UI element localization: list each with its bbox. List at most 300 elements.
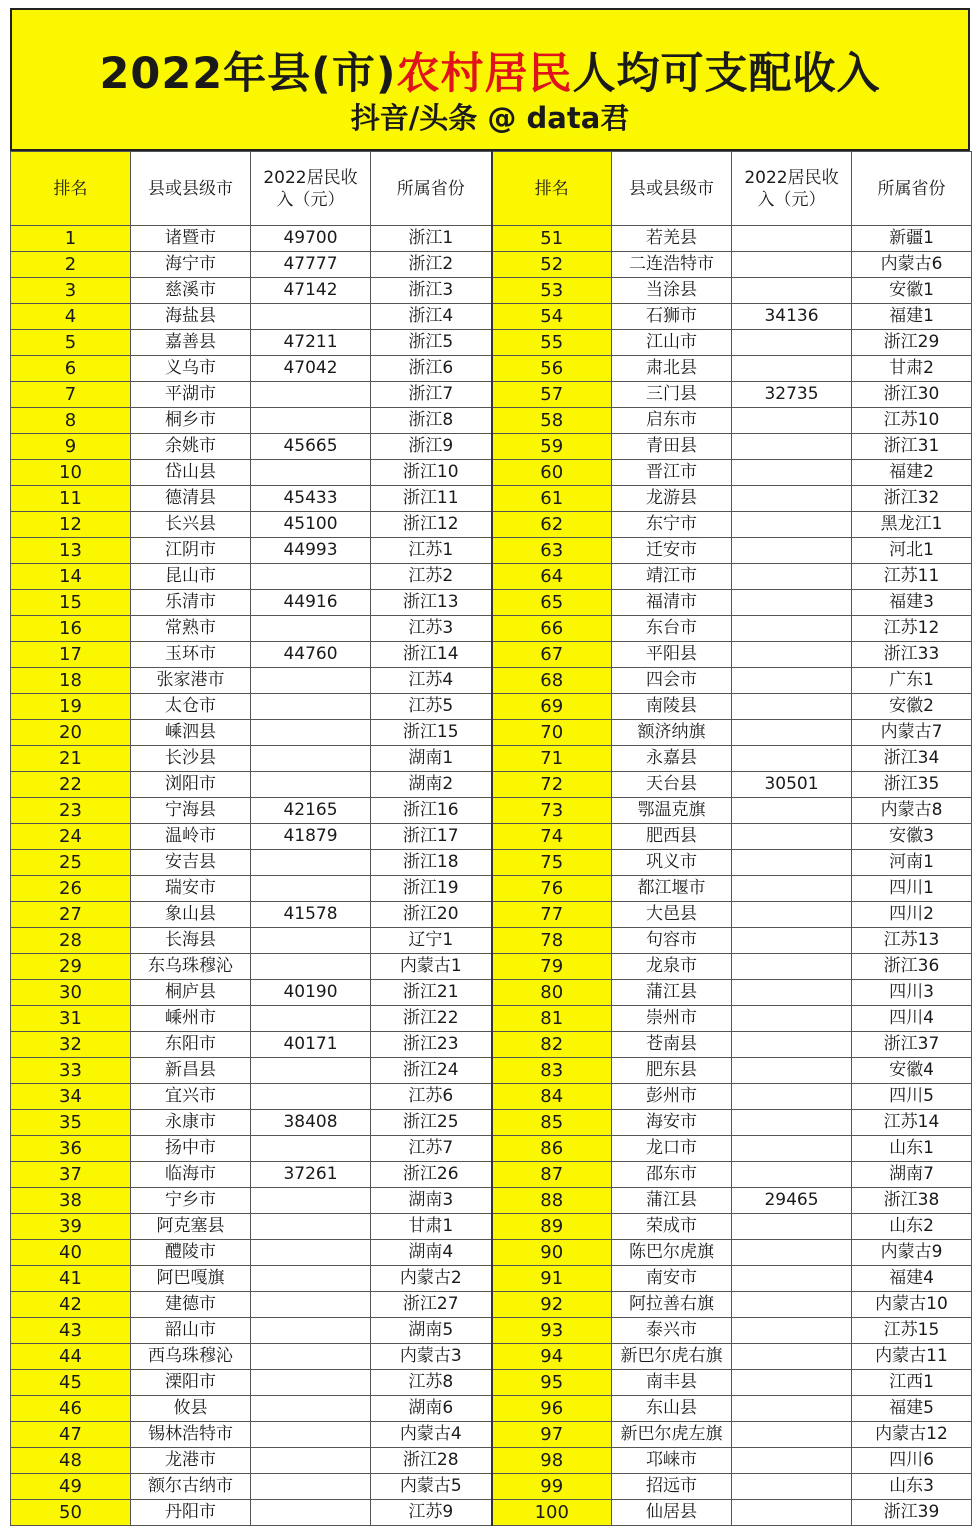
income-cell: 37261: [251, 1162, 371, 1188]
income-cell: 32735: [732, 382, 852, 408]
table-row: [11, 1344, 972, 1370]
county-cell: 东山县: [612, 1396, 732, 1422]
province-cell: 浙江28: [371, 1448, 492, 1474]
province-cell: 甘肃1: [371, 1214, 492, 1240]
province-cell: 浙江17: [371, 824, 492, 850]
province-cell: 浙江39: [852, 1500, 972, 1526]
county-cell: 海宁市: [131, 252, 251, 278]
income-cell: [732, 1266, 852, 1292]
income-cell: [732, 1422, 852, 1448]
rank-cell: 75: [492, 850, 612, 876]
county-cell: 天台县: [612, 772, 732, 798]
table-row: [11, 1396, 972, 1422]
rank-cell: 35: [11, 1110, 131, 1136]
rank-cell: 13: [11, 538, 131, 564]
county-cell: 仙居县: [612, 1500, 732, 1526]
table-body: [11, 226, 972, 1526]
income-cell: [732, 1214, 852, 1240]
county-cell: 温岭市: [131, 824, 251, 850]
rank-cell: 81: [492, 1006, 612, 1032]
province-cell: 浙江38: [852, 1188, 972, 1214]
province-cell: 黑龙江1: [852, 512, 972, 538]
table-row: [11, 408, 972, 434]
province-cell: 浙江14: [371, 642, 492, 668]
province-cell: 江苏5: [371, 694, 492, 720]
province-cell: 四川3: [852, 980, 972, 1006]
income-cell: [251, 1448, 371, 1474]
income-cell: [732, 564, 852, 590]
income-cell: 30501: [732, 772, 852, 798]
income-cell: [732, 1240, 852, 1266]
income-cell: [251, 694, 371, 720]
province-cell: 浙江29: [852, 330, 972, 356]
rank-cell: 28: [11, 928, 131, 954]
income-cell: [732, 512, 852, 538]
col-header-income: 2022居民收入（元）: [251, 152, 371, 226]
rank-cell: 76: [492, 876, 612, 902]
income-cell: [732, 876, 852, 902]
income-cell: 44916: [251, 590, 371, 616]
county-cell: 巩义市: [612, 850, 732, 876]
province-cell: 浙江18: [371, 850, 492, 876]
province-cell: 内蒙古10: [852, 1292, 972, 1318]
income-cell: [732, 850, 852, 876]
rank-cell: 82: [492, 1032, 612, 1058]
table-row: [11, 590, 972, 616]
province-cell: 四川1: [852, 876, 972, 902]
county-cell: 新巴尔虎左旗: [612, 1422, 732, 1448]
county-cell: 邛崃市: [612, 1448, 732, 1474]
table-header: [11, 152, 972, 226]
income-cell: [251, 1500, 371, 1526]
rank-cell: 20: [11, 720, 131, 746]
income-cell: [732, 642, 852, 668]
province-cell: 浙江19: [371, 876, 492, 902]
rank-cell: 23: [11, 798, 131, 824]
rank-cell: 99: [492, 1474, 612, 1500]
table-row: [11, 1292, 972, 1318]
income-cell: [732, 1474, 852, 1500]
province-cell: 浙江34: [852, 746, 972, 772]
rank-cell: 48: [11, 1448, 131, 1474]
province-cell: 内蒙古1: [371, 954, 492, 980]
page-title: [12, 40, 968, 101]
rank-cell: 71: [492, 746, 612, 772]
county-cell: 宜兴市: [131, 1084, 251, 1110]
income-cell: [732, 1396, 852, 1422]
rank-cell: 85: [492, 1110, 612, 1136]
income-cell: 47777: [251, 252, 371, 278]
income-cell: 45100: [251, 512, 371, 538]
income-cell: [732, 668, 852, 694]
county-cell: 锡林浩特市: [131, 1422, 251, 1448]
col-header-province: 所属省份: [852, 152, 972, 226]
province-cell: 浙江36: [852, 954, 972, 980]
county-cell: 南陵县: [612, 694, 732, 720]
province-cell: 浙江10: [371, 460, 492, 486]
province-cell: 浙江11: [371, 486, 492, 512]
province-cell: 湖南6: [371, 1396, 492, 1422]
province-cell: 内蒙古6: [852, 252, 972, 278]
county-cell: 彭州市: [612, 1084, 732, 1110]
county-cell: 额济纳旗: [612, 720, 732, 746]
province-cell: 浙江33: [852, 642, 972, 668]
income-cell: [732, 434, 852, 460]
county-cell: 建德市: [131, 1292, 251, 1318]
province-cell: 江苏7: [371, 1136, 492, 1162]
rank-cell: 36: [11, 1136, 131, 1162]
county-cell: 青田县: [612, 434, 732, 460]
province-cell: 江苏2: [371, 564, 492, 590]
table-row: [11, 1110, 972, 1136]
rank-cell: 45: [11, 1370, 131, 1396]
table-row: [11, 876, 972, 902]
county-cell: 太仓市: [131, 694, 251, 720]
rank-cell: 94: [492, 1344, 612, 1370]
county-cell: 阿克塞县: [131, 1214, 251, 1240]
rank-cell: 47: [11, 1422, 131, 1448]
rank-cell: 42: [11, 1292, 131, 1318]
rank-cell: 100: [492, 1500, 612, 1526]
table-row: [11, 460, 972, 486]
county-cell: 南丰县: [612, 1370, 732, 1396]
county-cell: 阿巴嘎旗: [131, 1266, 251, 1292]
col-header-income: 2022居民收入（元）: [732, 152, 852, 226]
income-cell: 40190: [251, 980, 371, 1006]
province-cell: 河南1: [852, 850, 972, 876]
income-cell: [732, 1500, 852, 1526]
rank-cell: 78: [492, 928, 612, 954]
table-row: [11, 1084, 972, 1110]
title-prefix: 2022年县(市): [99, 49, 397, 99]
income-cell: [251, 1422, 371, 1448]
county-cell: 龙港市: [131, 1448, 251, 1474]
province-cell: 湖南1: [371, 746, 492, 772]
province-cell: 浙江4: [371, 304, 492, 330]
rank-cell: 43: [11, 1318, 131, 1344]
title-banner: [10, 8, 970, 151]
county-cell: 启东市: [612, 408, 732, 434]
rank-cell: 3: [11, 278, 131, 304]
rank-cell: 61: [492, 486, 612, 512]
province-cell: 四川6: [852, 1448, 972, 1474]
county-cell: 苍南县: [612, 1032, 732, 1058]
province-cell: 福建2: [852, 460, 972, 486]
county-cell: 晋江市: [612, 460, 732, 486]
province-cell: 内蒙古7: [852, 720, 972, 746]
income-cell: 41879: [251, 824, 371, 850]
province-cell: 浙江1: [371, 226, 492, 252]
county-cell: 嵊州市: [131, 1006, 251, 1032]
table-row: [11, 980, 972, 1006]
county-cell: 四会市: [612, 668, 732, 694]
title-suffix: 人均可支配收入: [572, 49, 881, 99]
income-cell: [732, 356, 852, 382]
county-cell: 永康市: [131, 1110, 251, 1136]
table-row: [11, 1370, 972, 1396]
rank-cell: 38: [11, 1188, 131, 1214]
table-row: [11, 642, 972, 668]
county-cell: 邵东市: [612, 1162, 732, 1188]
province-cell: 浙江7: [371, 382, 492, 408]
province-cell: 湖南3: [371, 1188, 492, 1214]
province-cell: 福建1: [852, 304, 972, 330]
county-cell: 丹阳市: [131, 1500, 251, 1526]
rank-cell: 57: [492, 382, 612, 408]
rank-cell: 21: [11, 746, 131, 772]
county-cell: 慈溪市: [131, 278, 251, 304]
rank-cell: 50: [11, 1500, 131, 1526]
rank-cell: 8: [11, 408, 131, 434]
province-cell: 浙江22: [371, 1006, 492, 1032]
county-cell: 靖江市: [612, 564, 732, 590]
county-cell: 东阳市: [131, 1032, 251, 1058]
table-row: [11, 1266, 972, 1292]
table-row: [11, 694, 972, 720]
income-cell: 47042: [251, 356, 371, 382]
table-row: [11, 304, 972, 330]
income-cell: [732, 538, 852, 564]
rank-cell: 93: [492, 1318, 612, 1344]
province-cell: 浙江24: [371, 1058, 492, 1084]
county-cell: 若羌县: [612, 226, 732, 252]
county-cell: 福清市: [612, 590, 732, 616]
rank-cell: 88: [492, 1188, 612, 1214]
table-row: [11, 1318, 972, 1344]
county-cell: 溧阳市: [131, 1370, 251, 1396]
province-cell: 河北1: [852, 538, 972, 564]
income-cell: [732, 1162, 852, 1188]
county-cell: 肥西县: [612, 824, 732, 850]
rank-cell: 26: [11, 876, 131, 902]
income-cell: [251, 564, 371, 590]
rank-cell: 52: [492, 252, 612, 278]
table-row: [11, 902, 972, 928]
province-cell: 广东1: [852, 668, 972, 694]
county-cell: 安吉县: [131, 850, 251, 876]
county-cell: 肃北县: [612, 356, 732, 382]
province-cell: 江苏15: [852, 1318, 972, 1344]
table-row: [11, 1162, 972, 1188]
county-cell: 东宁市: [612, 512, 732, 538]
rank-cell: 58: [492, 408, 612, 434]
income-cell: [732, 824, 852, 850]
province-cell: 浙江15: [371, 720, 492, 746]
province-cell: 四川4: [852, 1006, 972, 1032]
province-cell: 内蒙古9: [852, 1240, 972, 1266]
rank-cell: 97: [492, 1422, 612, 1448]
county-cell: 石狮市: [612, 304, 732, 330]
province-cell: 浙江13: [371, 590, 492, 616]
income-cell: [251, 408, 371, 434]
table-row: [11, 1474, 972, 1500]
income-cell: [251, 1214, 371, 1240]
income-cell: 34136: [732, 304, 852, 330]
rank-cell: 62: [492, 512, 612, 538]
income-cell: [251, 876, 371, 902]
province-cell: 安徽3: [852, 824, 972, 850]
province-cell: 内蒙古11: [852, 1344, 972, 1370]
income-cell: [732, 954, 852, 980]
col-header-county: 县或县级市: [612, 152, 732, 226]
province-cell: 湖南4: [371, 1240, 492, 1266]
table-row: [11, 538, 972, 564]
county-cell: 迁安市: [612, 538, 732, 564]
income-cell: [732, 902, 852, 928]
county-cell: 都江堰市: [612, 876, 732, 902]
income-cell: [251, 1058, 371, 1084]
province-cell: 浙江31: [852, 434, 972, 460]
income-cell: 44993: [251, 538, 371, 564]
income-cell: [251, 1318, 371, 1344]
rank-cell: 63: [492, 538, 612, 564]
income-cell: [732, 928, 852, 954]
rank-cell: 15: [11, 590, 131, 616]
county-cell: 平湖市: [131, 382, 251, 408]
rank-cell: 37: [11, 1162, 131, 1188]
income-cell: [251, 1188, 371, 1214]
rank-cell: 91: [492, 1266, 612, 1292]
county-cell: 招远市: [612, 1474, 732, 1500]
table-row: [11, 356, 972, 382]
rank-cell: 60: [492, 460, 612, 486]
income-cell: [732, 460, 852, 486]
income-cell: [732, 408, 852, 434]
income-cell: 29465: [732, 1188, 852, 1214]
province-cell: 内蒙古4: [371, 1422, 492, 1448]
county-cell: 平阳县: [612, 642, 732, 668]
province-cell: 浙江6: [371, 356, 492, 382]
table-row: [11, 382, 972, 408]
income-cell: [251, 1370, 371, 1396]
county-cell: 象山县: [131, 902, 251, 928]
income-cell: [251, 1292, 371, 1318]
province-cell: 江西1: [852, 1370, 972, 1396]
province-cell: 山东1: [852, 1136, 972, 1162]
county-cell: 二连浩特市: [612, 252, 732, 278]
rank-cell: 44: [11, 1344, 131, 1370]
income-cell: 38408: [251, 1110, 371, 1136]
county-cell: 海安市: [612, 1110, 732, 1136]
page-subtitle: 抖音/头条 @ data君: [350, 101, 630, 135]
table-row: [11, 1422, 972, 1448]
income-cell: [251, 1396, 371, 1422]
income-cell: [251, 1266, 371, 1292]
county-cell: 海盐县: [131, 304, 251, 330]
county-cell: 宁乡市: [131, 1188, 251, 1214]
province-cell: 内蒙古3: [371, 1344, 492, 1370]
income-cell: [251, 772, 371, 798]
income-cell: [251, 304, 371, 330]
table-row: [11, 850, 972, 876]
province-cell: 浙江25: [371, 1110, 492, 1136]
rank-cell: 83: [492, 1058, 612, 1084]
table-row: [11, 954, 972, 980]
rank-cell: 68: [492, 668, 612, 694]
income-cell: 47142: [251, 278, 371, 304]
table-row: [11, 1214, 972, 1240]
income-cell: [732, 590, 852, 616]
county-cell: 南安市: [612, 1266, 732, 1292]
table-row: [11, 616, 972, 642]
income-cell: [732, 1136, 852, 1162]
col-header-province: 所属省份: [371, 152, 492, 226]
province-cell: 山东3: [852, 1474, 972, 1500]
province-cell: 江苏11: [852, 564, 972, 590]
county-cell: 龙口市: [612, 1136, 732, 1162]
province-cell: 浙江26: [371, 1162, 492, 1188]
county-cell: 当涂县: [612, 278, 732, 304]
rank-cell: 32: [11, 1032, 131, 1058]
province-cell: 湖南5: [371, 1318, 492, 1344]
rank-cell: 53: [492, 278, 612, 304]
table-row: [11, 720, 972, 746]
county-cell: 浏阳市: [131, 772, 251, 798]
county-cell: 乐清市: [131, 590, 251, 616]
rank-cell: 56: [492, 356, 612, 382]
table-row: [11, 434, 972, 460]
province-cell: 浙江5: [371, 330, 492, 356]
county-cell: 蒲江县: [612, 980, 732, 1006]
rank-cell: 25: [11, 850, 131, 876]
county-cell: 嘉善县: [131, 330, 251, 356]
county-cell: 崇州市: [612, 1006, 732, 1032]
income-cell: [732, 720, 852, 746]
rank-cell: 9: [11, 434, 131, 460]
county-cell: 肥东县: [612, 1058, 732, 1084]
table-row: [11, 512, 972, 538]
col-header-rank: 排名: [492, 152, 612, 226]
rank-cell: 67: [492, 642, 612, 668]
rank-cell: 4: [11, 304, 131, 330]
province-cell: 江苏13: [852, 928, 972, 954]
province-cell: 浙江12: [371, 512, 492, 538]
county-cell: 岱山县: [131, 460, 251, 486]
county-cell: 东乌珠穆沁: [131, 954, 251, 980]
rank-cell: 14: [11, 564, 131, 590]
province-cell: 安徽1: [852, 278, 972, 304]
rank-cell: 29: [11, 954, 131, 980]
table-row: [11, 564, 972, 590]
income-cell: [251, 1474, 371, 1500]
province-cell: 四川5: [852, 1084, 972, 1110]
table-row: [11, 226, 972, 252]
county-cell: 临海市: [131, 1162, 251, 1188]
income-cell: [732, 1292, 852, 1318]
province-cell: 甘肃2: [852, 356, 972, 382]
county-cell: 新巴尔虎右旗: [612, 1344, 732, 1370]
rank-cell: 51: [492, 226, 612, 252]
rank-cell: 89: [492, 1214, 612, 1240]
income-cell: [251, 460, 371, 486]
table-row: [11, 252, 972, 278]
income-cell: [732, 486, 852, 512]
income-cell: [251, 928, 371, 954]
county-cell: 永嘉县: [612, 746, 732, 772]
county-cell: 陈巴尔虎旗: [612, 1240, 732, 1266]
table-row: [11, 1188, 972, 1214]
rank-cell: 59: [492, 434, 612, 460]
rank-cell: 12: [11, 512, 131, 538]
county-cell: 新昌县: [131, 1058, 251, 1084]
income-cell: [732, 1370, 852, 1396]
county-cell: 德清县: [131, 486, 251, 512]
rank-cell: 1: [11, 226, 131, 252]
rank-cell: 55: [492, 330, 612, 356]
province-cell: 新疆1: [852, 226, 972, 252]
county-cell: 诸暨市: [131, 226, 251, 252]
county-cell: 大邑县: [612, 902, 732, 928]
